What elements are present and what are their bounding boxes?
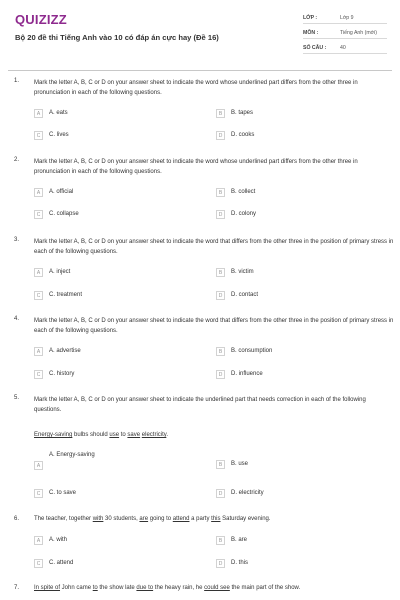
question-number: 2. bbox=[14, 157, 20, 163]
option-text: D. influence bbox=[231, 371, 263, 377]
sentence-text: John came bbox=[60, 585, 93, 591]
underlined-part: with bbox=[92, 516, 104, 522]
question-text: Mark the letter A, B, C or D on your answer sheet to indicate the word that differs from the other three in the position of primary stress in each of the following questions. bbox=[34, 318, 394, 334]
option-letter-box: A bbox=[34, 347, 43, 356]
option-letter-box: B bbox=[216, 536, 225, 545]
sentence-text: Saturday evening. bbox=[220, 516, 271, 522]
option-letter-box: D bbox=[216, 210, 225, 219]
underlined-part: could see bbox=[204, 585, 230, 591]
underlined-part: In spite of bbox=[34, 585, 61, 591]
page-header bbox=[0, 0, 400, 68]
meta-value: Tiếng Anh (mới) bbox=[340, 30, 377, 36]
option-letter-box: B bbox=[216, 109, 225, 118]
underlined-part: are bbox=[139, 516, 149, 522]
meta-value: 40 bbox=[340, 45, 346, 51]
sentence-text: The teacher, together bbox=[34, 516, 93, 522]
option-text: A. with bbox=[49, 537, 68, 543]
question-text: Mark the letter A, B, C or D on your answer sheet to indicate the word whose underlined part differs from the other three in pronunciation in each of the following questions. bbox=[34, 159, 358, 175]
option-text: B. collect bbox=[231, 189, 256, 195]
sentence-text: a party bbox=[189, 516, 212, 522]
underlined-part: to bbox=[92, 585, 98, 591]
sentence-text: going to bbox=[148, 516, 173, 522]
meta-key: MÔN : bbox=[303, 30, 319, 36]
question-sentence bbox=[34, 516, 271, 522]
sentence-text: the main part of the show. bbox=[229, 585, 301, 591]
option-text: B. tapes bbox=[231, 110, 254, 116]
option-letter-box: A bbox=[34, 536, 43, 545]
question-sentence bbox=[34, 585, 300, 591]
question-text: Mark the letter A, B, C or D on your answer sheet to indicate the underlined part that needs correction in each of the following questions. bbox=[34, 397, 366, 413]
option-text: C. to save bbox=[49, 490, 77, 496]
option-text: C. treatment bbox=[49, 292, 83, 298]
option-letter-box: B bbox=[216, 347, 225, 356]
option-letter-box: C bbox=[34, 291, 43, 300]
option-text: B. victim bbox=[231, 269, 254, 275]
sentence-text: bulbs should bbox=[72, 432, 110, 438]
question-number: 7. bbox=[14, 585, 20, 591]
option-letter-box: B bbox=[216, 460, 225, 469]
meta-row-subject bbox=[303, 28, 387, 39]
question-number: 3. bbox=[14, 237, 20, 243]
option-letter-box: A bbox=[34, 188, 43, 197]
option-letter-box: A bbox=[34, 109, 43, 118]
option-text: A. official bbox=[49, 189, 74, 195]
option-text: B. consumption bbox=[231, 348, 273, 354]
underlined-part: electricity bbox=[141, 432, 167, 438]
underlined-part: attend bbox=[172, 516, 190, 522]
option-letter-box: D bbox=[216, 559, 225, 568]
meta-value: Lớp 9 bbox=[340, 15, 354, 21]
option-letter-box: D bbox=[216, 489, 225, 498]
option-letter-box: C bbox=[34, 131, 43, 140]
underlined-part: use bbox=[109, 432, 120, 438]
question-text: Mark the letter A, B, C or D on your answer sheet to indicate the word whose underlined part differs from the other three in pronunciation in each of the following questions. bbox=[34, 80, 358, 96]
option-text: C. collapse bbox=[49, 211, 79, 217]
meta-key: SỐ CÂU : bbox=[303, 45, 327, 51]
sentence-text: to bbox=[119, 432, 128, 438]
question-number: 5. bbox=[14, 395, 20, 401]
option-text: A. Energy-saving bbox=[49, 452, 95, 458]
option-text: C. attend bbox=[49, 560, 74, 566]
underlined-part: due to bbox=[136, 585, 154, 591]
question-number: 1. bbox=[14, 78, 20, 84]
option-text: B. use bbox=[231, 461, 249, 467]
sentence-text: 30 students, bbox=[103, 516, 140, 522]
option-text: C. history bbox=[49, 371, 75, 377]
option-letter-box: C bbox=[34, 489, 43, 498]
option-text: A. advertise bbox=[49, 348, 81, 354]
question-text: Mark the letter A, B, C or D on your answer sheet to indicate the word that differs from the other three in the position of primary stress in each of the following questions. bbox=[34, 239, 394, 255]
option-text: A. inject bbox=[49, 269, 71, 275]
option-letter-box: C bbox=[34, 370, 43, 379]
underlined-part: this bbox=[211, 516, 221, 522]
option-a[interactable] bbox=[34, 452, 154, 472]
option-letter-box: C bbox=[34, 210, 43, 219]
option-text: D. contact bbox=[231, 292, 259, 298]
meta-row-grade bbox=[303, 13, 387, 24]
option-text: D. this bbox=[231, 560, 249, 566]
underlined-part: save bbox=[127, 432, 141, 438]
option-letter-box: C bbox=[34, 559, 43, 568]
option-text: C. lives bbox=[49, 132, 69, 138]
sentence-text: the heavy rain, he bbox=[153, 585, 205, 591]
document-title: Bộ 20 đề thi Tiếng Anh vào 10 có đáp án cực hay (Đề 16) bbox=[15, 33, 219, 42]
sentence-text: the show late bbox=[97, 585, 137, 591]
underlined-part: Energy-saving bbox=[34, 432, 73, 438]
option-letter-box: A bbox=[34, 268, 43, 277]
question-number: 6. bbox=[14, 516, 20, 522]
option-letter-box: B bbox=[216, 188, 225, 197]
option-letter-box: D bbox=[216, 291, 225, 300]
option-text: A. eats bbox=[49, 110, 68, 116]
question-sentence bbox=[34, 432, 168, 438]
meta-key: LỚP : bbox=[303, 15, 318, 21]
option-letter-box: A bbox=[34, 461, 43, 470]
option-text: B. are bbox=[231, 537, 248, 543]
quizizz-logo: QUIZIZZ bbox=[15, 12, 67, 27]
option-text: D. colony bbox=[231, 211, 257, 217]
option-text: D. electricity bbox=[231, 490, 264, 496]
option-letter-box: B bbox=[216, 268, 225, 277]
question-number: 4. bbox=[14, 316, 20, 322]
option-letter-box: D bbox=[216, 131, 225, 140]
header-divider bbox=[8, 70, 392, 71]
option-letter-box: D bbox=[216, 370, 225, 379]
meta-row-count bbox=[303, 43, 387, 54]
sentence-text: . bbox=[166, 432, 169, 438]
option-text: D. cooks bbox=[231, 132, 255, 138]
